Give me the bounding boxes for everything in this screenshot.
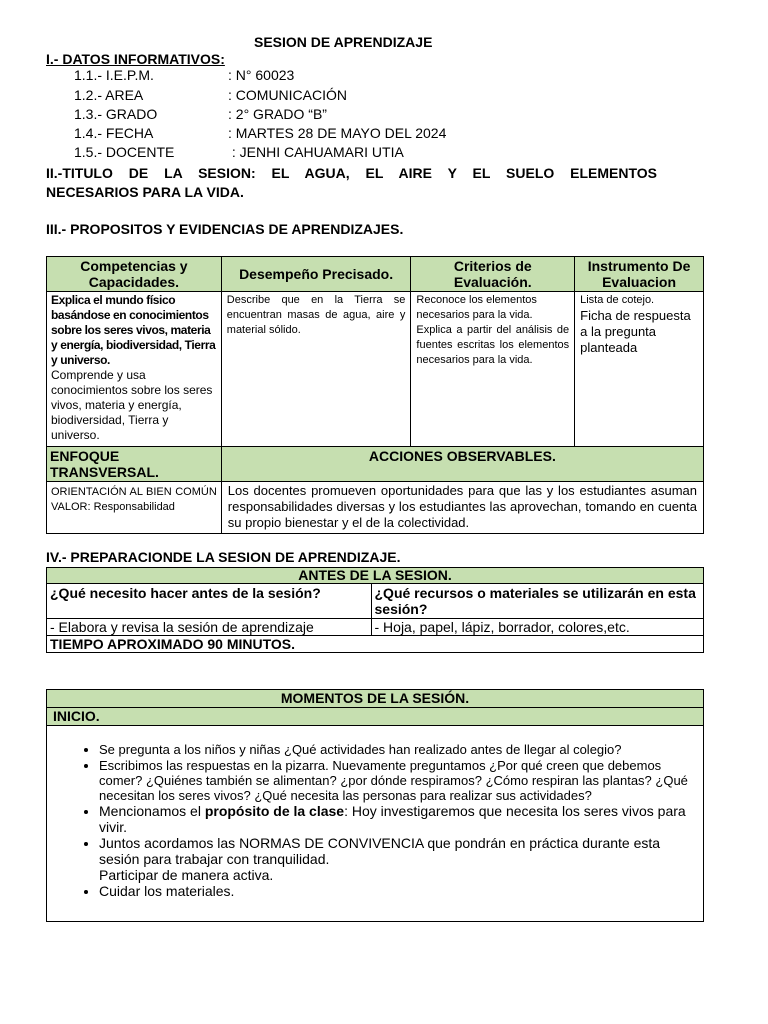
answer-recursos: - Hoja, papel, lápiz, borrador, colores,etc. bbox=[371, 619, 704, 636]
list-item bbox=[99, 742, 697, 758]
section-2-title-line1: II.-TITULO DE LA SESION: EL AGUA, EL AIRE Y EL SUELO ELEMENTOS bbox=[46, 165, 657, 181]
info-row-area bbox=[74, 86, 347, 105]
tiempo-aproximado: TIEMPO APROXIMADO 90 MINUTOS. bbox=[47, 636, 704, 653]
info-value: : 2° GRADO “B” bbox=[228, 106, 327, 122]
section-4-heading: IV.- PREPARACIONDE LA SESION DE APRENDIZAJE. bbox=[46, 549, 401, 565]
section-2-title-line2: NECESARIOS PARA LA VIDA. bbox=[46, 184, 244, 200]
list-item bbox=[99, 835, 697, 883]
info-value: : N° 60023 bbox=[228, 67, 295, 83]
preparacion-table bbox=[46, 567, 704, 653]
question-hacer: ¿Qué necesito hacer antes de la sesión? bbox=[47, 584, 372, 619]
bullet-text: Participar de manera activa. bbox=[99, 867, 274, 883]
info-label: 1.4.- FECHA bbox=[74, 125, 154, 141]
info-row-docente bbox=[74, 143, 404, 162]
header-antes: ANTES DE LA SESION. bbox=[47, 568, 704, 584]
answer-hacer: - Elabora y revisa la sesión de aprendizaje bbox=[47, 619, 372, 636]
header-criterios: Criterios de Evaluación. bbox=[411, 257, 575, 292]
instrumento-2-text: Ficha de respuesta a la pregunta planteada bbox=[580, 308, 691, 355]
list-item bbox=[99, 758, 697, 803]
header-momentos: MOMENTOS DE LA SESIÓN. bbox=[47, 690, 704, 708]
header-desempeno: Desempeño Precisado. bbox=[221, 257, 411, 292]
header-acciones: ACCIONES OBSERVABLES. bbox=[221, 447, 703, 482]
info-value: : COMUNICACIÓN bbox=[228, 87, 347, 103]
bullet-text: Se pregunta a los niños y niñas ¿Qué actividades han realizado antes de llegar al colegio? bbox=[99, 742, 622, 757]
info-label: 1.5.- DOCENTE bbox=[74, 144, 175, 160]
header-inicio: INICIO. bbox=[47, 708, 704, 726]
info-row-iepm bbox=[74, 66, 294, 85]
list-item bbox=[99, 803, 697, 835]
orientacion-text: ORIENTACIÓN AL BIEN COMÚN bbox=[51, 486, 217, 498]
competencia-text: Explica el mundo físico basándose en conocimientos sobre los seres vivos, materia y energía, biodiversidad, Tierra y universo. bbox=[51, 293, 216, 367]
question-recursos: ¿Qué recursos o materiales se utilizarán en esta sesión? bbox=[371, 584, 704, 619]
instrumento-1-text: Lista de cotejo. bbox=[580, 294, 655, 306]
momentos-table bbox=[46, 689, 704, 922]
criterio-2-text: Explica a partir del análisis de fuentes escritas los elementos necesarios para la vida. bbox=[416, 324, 570, 366]
header-instrumento: Instrumento De Evaluacion bbox=[575, 257, 704, 292]
header-competencias: Competencias y Capacidades. bbox=[47, 257, 222, 292]
bullet-text: : Hoy investigaremos que necesita los seres vivos para vivir. bbox=[99, 803, 686, 835]
proposito-label: propósito de la clase bbox=[204, 803, 345, 819]
info-label: 1.3.- GRADO bbox=[74, 106, 158, 122]
criterio-1-text: Reconoce los elementos necesarios para la vida. bbox=[416, 294, 537, 321]
header-enfoque: ENFOQUE TRANSVERSAL. bbox=[47, 447, 222, 482]
info-value: : JENHI CAHUAMARI UTIA bbox=[228, 144, 404, 160]
section-3-heading: III.- PROPOSITOS Y EVIDENCIAS DE APRENDIZAJES. bbox=[46, 221, 404, 237]
section-1-heading: I.- DATOS INFORMATIVOS: bbox=[46, 51, 225, 67]
info-value: : MARTES 28 DE MAYO DEL 2024 bbox=[228, 125, 447, 141]
capacidad-text: Comprende y usa conocimientos sobre los seres vivos, materia y energía, biodiversidad, Tierra y universo. bbox=[51, 368, 213, 442]
desempeno-text: Describe que en la Tierra se encuentran masas de agua, aire y material sólido. bbox=[221, 292, 411, 447]
propositos-table bbox=[46, 256, 704, 534]
list-item bbox=[99, 883, 697, 899]
document-title: SESION DE APRENDIZAJE bbox=[254, 34, 433, 50]
bullet-text: Mencionamos el bbox=[99, 803, 205, 819]
valor-text: VALOR: Responsabilidad bbox=[51, 501, 175, 513]
bullet-text: Juntos acordamos las NORMAS DE CONVIVENCIA que pondrán en práctica durante esta sesión para trabajar con tranquilidad. bbox=[99, 835, 661, 867]
info-row-grado bbox=[74, 105, 327, 124]
bullet-text: Escribimos las respuestas en la pizarra. Nuevamente preguntamos ¿Por qué creen que debemos comer? ¿Quiénes también se alimentan? ¿por dónde respiramos? ¿Cómo respiran las plantas? ¿Qué necesitan los seres vivos? ¿Qué necesita las personas para realizar sus actividades? bbox=[99, 758, 688, 803]
acciones-text: Los docentes promueven oportunidades para que las y los estudiantes asuman responsabilidades diversas y los estudiantes las aprovechan, tomando en cuenta su propio bienestar y el de la colectividad. bbox=[221, 482, 703, 534]
info-label: 1.1.- I.E.P.M. bbox=[74, 67, 154, 83]
bullet-text: Cuidar los materiales. bbox=[99, 883, 235, 899]
info-label: 1.2.- AREA bbox=[74, 87, 144, 103]
info-row-fecha bbox=[74, 124, 446, 143]
